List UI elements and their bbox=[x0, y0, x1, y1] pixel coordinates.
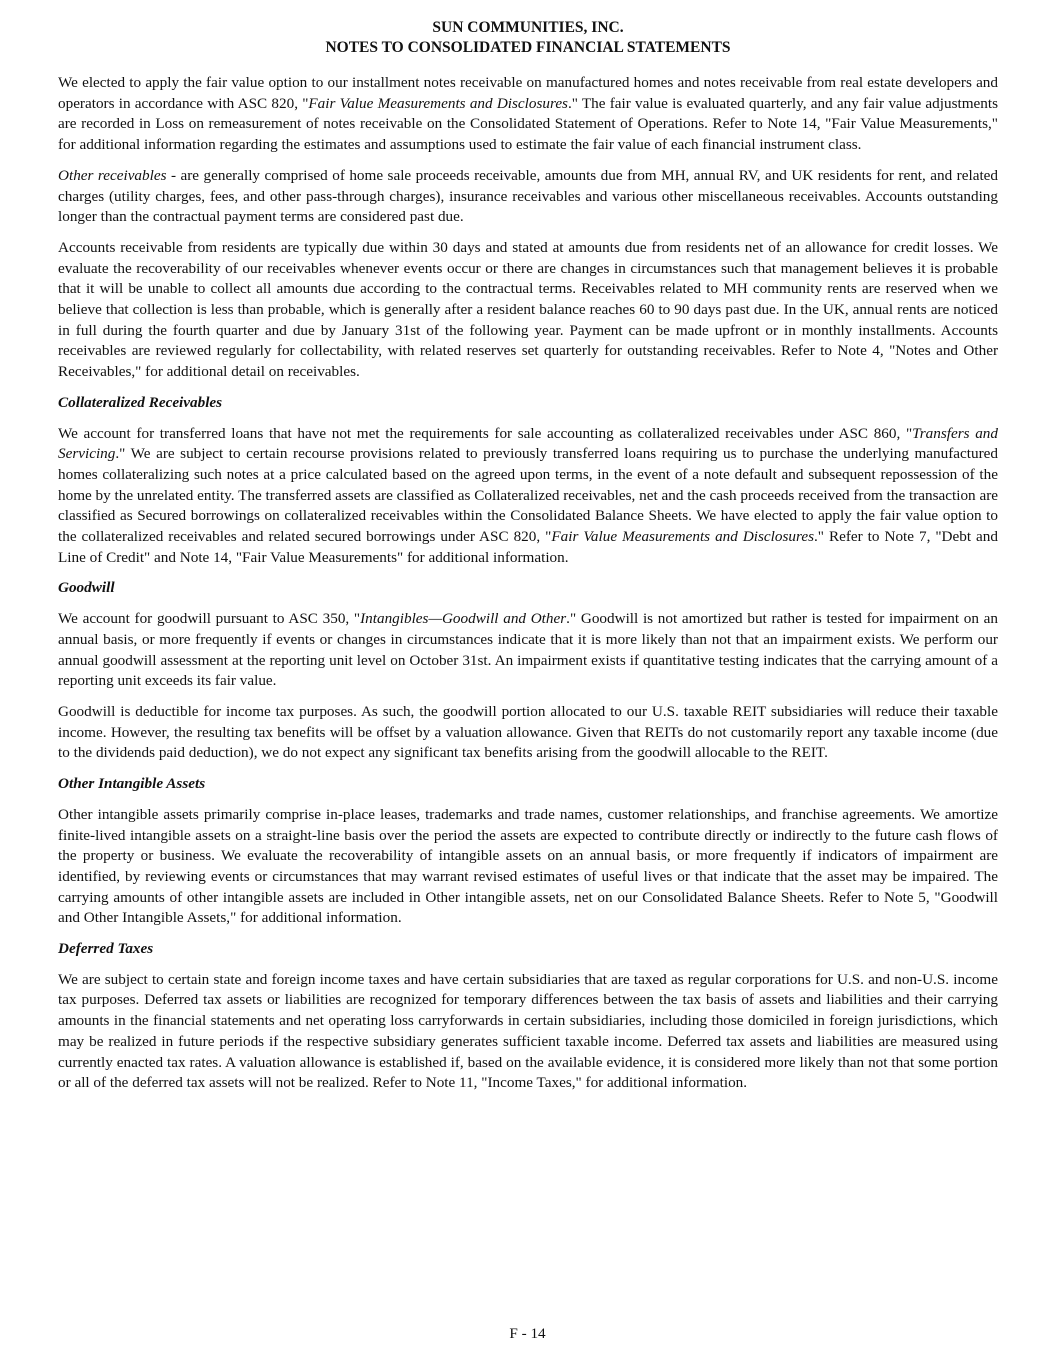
text-span: We account for goodwill pursuant to ASC 350, " bbox=[58, 610, 361, 628]
paragraph-accounts-receivable: Accounts receivable from residents are typically due within 30 days and stated at amounts due from residents net of an allowance for credit losses. We evaluate the recoverability of our receivables whenever events occur or there are changes in circumstances such that management believes it is probable that it will be unable to collect all amounts due according to the contractual terms. Receivables related to MH community rents are reserved when we believe that collection is less than probable, which is generally after a resident balance reaches 60 to 90 days past due. In the UK, annual rents are noticed in full during the fourth quarter and due by January 31st of the following year. Payment can be made upfront or in monthly installments. Accounts receivables are reviewed regularly for collectability, with related reserves set quarterly for outstanding receivables. Refer to Note 4, "Notes and Other Receivables," for additional detail on receivables. bbox=[58, 238, 998, 381]
paragraph-other-receivables bbox=[58, 166, 998, 228]
page-number: F - 14 bbox=[509, 1325, 546, 1342]
heading-collateralized-receivables: Collateralized Receivables bbox=[58, 393, 223, 411]
paragraph-collateralized-receivables bbox=[58, 424, 998, 569]
company-name: SUN COMMUNITIES, INC. bbox=[432, 19, 624, 36]
italic-reference: Intangibles—Goodwill and Other bbox=[360, 610, 567, 628]
document-page bbox=[58, 18, 998, 1104]
page-header bbox=[58, 18, 998, 58]
text-span: - are generally comprised of home sale proceeds receivable, amounts due from MH, annual RV, and UK residents for rent, and related charges (utility charges, fees, and other pass-through charges), insurance receivables and various other miscellaneous receivables. Accounts outstanding longer than the contractual payment terms are considered past due. bbox=[58, 166, 998, 226]
italic-reference: Fair Value Measurements and Disclosures bbox=[551, 528, 814, 546]
text-span: ." Goodwill is not amortized but rather is tested for impairment on an annual basis, or more frequently if events or changes in circumstances indicate that it is more likely than not that an impairment exists. We perform our annual goodwill assessment at the reporting unit level on October 31st. An impairment exists if quantitative testing indicates that the carrying amount of a reporting unit exceeds its fair value. bbox=[58, 610, 998, 690]
paragraph-goodwill-tax: Goodwill is deductible for income tax purposes. As such, the goodwill portion allocated to our U.S. taxable REIT subsidiaries will reduce their taxable income. However, the resulting tax benefits will be offset by a valuation allowance. Given that REITs do not customarily report any taxable income (due to the dividends paid deduction), we do not expect any significant tax benefits arising from the goodwill allocable to the REIT. bbox=[58, 702, 998, 762]
notes-body bbox=[58, 73, 998, 1094]
italic-reference: Transfers and Servicing bbox=[58, 424, 998, 463]
paragraph-goodwill-accounting bbox=[58, 609, 998, 692]
italic-reference: Fair Value Measurements and Disclosures bbox=[308, 94, 568, 112]
page-title: NOTES TO CONSOLIDATED FINANCIAL STATEMENTS bbox=[325, 39, 731, 56]
heading-other-intangible-assets: Other Intangible Assets bbox=[58, 775, 206, 793]
italic-term: Other receivables bbox=[58, 166, 167, 184]
paragraph-other-intangible-assets: Other intangible assets primarily comprise in-place leases, trademarks and trade names, customer relationships, and franchise agreements. We amortize finite-lived intangible assets on a straight-line basis over the period the assets are expected to contribute directly or indirectly to the future cash flows of the property or business. We evaluate the recoverability of intangible assets on an annual basis, or more frequently if indicators of impairment are identified, by reviewing events or circumstances that may warrant revised estimates of useful lives or that indicate that the asset may be impaired. The carrying amounts of other intangible assets are included in Other intangible assets, net on our Consolidated Balance Sheets. Refer to Note 5, "Goodwill and Other Intangible Assets," for additional information. bbox=[58, 805, 998, 927]
paragraph-fair-value-option bbox=[58, 73, 998, 156]
text-span: ." We are subject to certain recourse provisions related to previously transferred loans requiring us to purchase the underlying manufactured homes collateralizing such notes at a price calculated based on the agreed upon terms, in the event of a note default and subsequent repossession of the home by the unrelated entity. The transferred assets are classified as Collateralized receivables, net and the cash proceeds received from the transaction are classified as Secured borrowings on collateralized receivables within the Consolidated Balance Sheets. We have elected to apply the fair value option to the collateralized receivables and related secured borrowings under ASC 820, " bbox=[58, 445, 998, 546]
text-span: We elected to apply the fair value option to our installment notes receivable on manufactured homes and notes receivable from real estate developers and operators in accordance with ASC 820, " bbox=[58, 74, 998, 112]
text-span: We account for transferred loans that have not met the requirements for sale accounting as collateralized receivables under ASC 860, " bbox=[58, 424, 913, 442]
heading-goodwill: Goodwill bbox=[58, 579, 115, 597]
paragraph-deferred-taxes: We are subject to certain state and foreign income taxes and have certain subsidiaries that are taxed as regular corporations for U.S. and non-U.S. income tax purposes. Deferred tax assets or liabilities are recognized for temporary differences between the tax basis of assets and liabilities and their carrying amounts in the financial statements and net operating loss carryforwards in certain subsidiaries, including those domiciled in foreign jurisdictions, which may be realized in future periods if the respective subsidiary generates sufficient taxable income. Deferred tax assets and liabilities are measured using currently enacted tax rates. A valuation allowance is established if, based on the available evidence, it is considered more likely than not that some portion or all of the deferred tax assets will not be realized. Refer to Note 11, "Income Taxes," for additional information. bbox=[58, 970, 998, 1092]
text-span: ." Refer to Note 7, "Debt and Line of Credit" and Note 14, "Fair Value Measurements" for additional information. bbox=[58, 528, 998, 566]
text-span: ." The fair value is evaluated quarterly, and any fair value adjustments are recorded in Loss on remeasurement of notes receivable on the Consolidated Statement of Operations. Refer to Note 14, "Fair Value Measurements," for additional information regarding the estimates and assumptions used to estimate the fair value of each financial instrument class. bbox=[58, 94, 998, 154]
heading-deferred-taxes: Deferred Taxes bbox=[58, 940, 154, 958]
